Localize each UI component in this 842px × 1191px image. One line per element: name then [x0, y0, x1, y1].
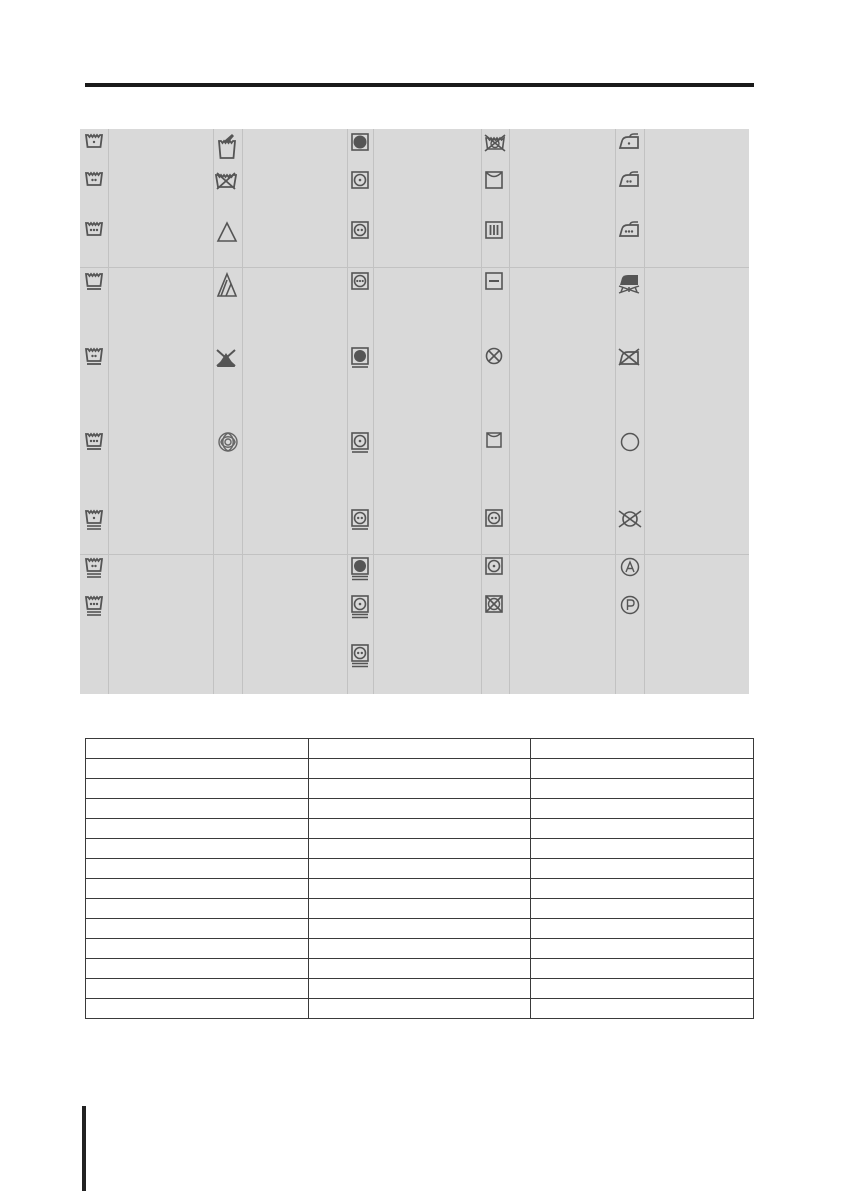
laundry-symbols-panel — [80, 129, 749, 694]
table-row — [86, 819, 754, 839]
table-cell — [86, 959, 309, 979]
table-cell — [86, 759, 309, 779]
table-cell — [308, 919, 531, 939]
table-cell — [531, 939, 754, 959]
table-cell — [531, 799, 754, 819]
column-divider — [644, 129, 645, 694]
table-cell — [308, 879, 531, 899]
tumble-dry-normal-gentle-icon — [351, 509, 369, 531]
dry-clean-a-icon — [620, 557, 640, 577]
table-cell — [308, 899, 531, 919]
wash-60-gentle-icon — [85, 432, 103, 452]
column-divider — [108, 129, 109, 694]
iron-medium-icon — [618, 171, 640, 189]
do-not-dry-clean-icon — [617, 509, 643, 529]
wash-40-icon — [85, 171, 103, 187]
drip-dry-icon — [485, 221, 503, 239]
column-divider — [481, 129, 482, 694]
table-row — [86, 799, 754, 819]
do-not-tumble-dry-icon — [483, 133, 507, 153]
table-row — [86, 939, 754, 959]
table-cell — [531, 959, 754, 979]
do-not-iron-icon — [617, 347, 641, 367]
do-not-dry-clean-dry-icon — [485, 347, 503, 365]
table-row — [86, 759, 754, 779]
wash-50-icon — [85, 221, 103, 237]
table-cell — [531, 759, 754, 779]
table-cell — [531, 979, 754, 999]
table-cell — [86, 819, 309, 839]
table-cell — [86, 939, 309, 959]
table-row — [86, 739, 754, 759]
table-cell — [86, 879, 309, 899]
tumble-dry-low-gentle-icon — [351, 432, 369, 454]
table-row — [86, 779, 754, 799]
wash-40-gentle-icon — [85, 347, 103, 367]
do-not-dry-icon — [485, 595, 503, 613]
wool-mark-icon — [217, 431, 239, 453]
column-divider — [615, 129, 616, 694]
table-cell — [531, 839, 754, 859]
table-row — [86, 999, 754, 1019]
table-cell — [308, 939, 531, 959]
column-divider — [347, 129, 348, 694]
page-edge-bar — [82, 1106, 86, 1191]
dryer-normal-icon — [485, 509, 503, 527]
tumble-dry-very-gentle-icon — [351, 557, 369, 581]
oxygen-bleach-icon — [216, 272, 238, 298]
header-rule — [85, 83, 754, 87]
tumble-dry-low-icon — [351, 171, 369, 189]
wash-60-very-gentle-icon — [85, 595, 103, 617]
table-cell — [531, 819, 754, 839]
dryer-low-icon — [485, 557, 503, 575]
tumble-dry-icon — [351, 133, 369, 151]
do-not-steam-icon — [617, 272, 641, 294]
tumble-dry-high-icon — [351, 272, 369, 290]
table-cell — [308, 799, 531, 819]
column-divider — [373, 129, 374, 694]
table-cell — [308, 859, 531, 879]
column-divider — [509, 129, 510, 694]
table-row — [86, 839, 754, 859]
table-cell — [86, 919, 309, 939]
table-cell — [308, 839, 531, 859]
table-cell — [308, 739, 531, 759]
table-row — [86, 959, 754, 979]
wash-30-icon — [85, 133, 103, 149]
wash-40-very-gentle-icon — [85, 557, 103, 579]
dry-clean-p-icon — [620, 595, 640, 615]
do-not-wash-icon — [215, 171, 237, 191]
table-cell — [308, 999, 531, 1019]
care-table-body — [86, 739, 754, 1019]
table-cell — [86, 839, 309, 859]
iron-high-icon — [618, 221, 640, 239]
table-cell — [531, 999, 754, 1019]
iron-low-icon — [618, 133, 640, 151]
table-cell — [86, 859, 309, 879]
table-cell — [531, 779, 754, 799]
column-divider — [213, 129, 214, 694]
table-cell — [86, 779, 309, 799]
bleach-allowed-icon — [216, 221, 238, 243]
tumble-dry-normal-icon — [351, 221, 369, 239]
hang-dry-icon — [486, 432, 502, 448]
table-cell — [308, 979, 531, 999]
row-divider — [80, 554, 749, 555]
table-row — [86, 979, 754, 999]
tumble-dry-gentle-icon — [351, 347, 369, 369]
table-cell — [86, 999, 309, 1019]
table-cell — [531, 919, 754, 939]
table-cell — [308, 819, 531, 839]
hand-wash-icon — [217, 132, 237, 160]
table-cell — [86, 739, 309, 759]
tumble-dry-low-very-gentle-icon — [351, 595, 369, 619]
table-cell — [86, 899, 309, 919]
table-cell — [531, 879, 754, 899]
table-cell — [531, 859, 754, 879]
table-row — [86, 859, 754, 879]
table-cell — [531, 739, 754, 759]
dry-flat-icon — [485, 272, 503, 290]
table-cell — [531, 899, 754, 919]
wash-95-icon — [85, 272, 103, 292]
table-cell — [86, 799, 309, 819]
do-not-bleach-icon — [214, 347, 238, 369]
row-divider — [80, 267, 749, 268]
table-cell — [86, 979, 309, 999]
table-row — [86, 879, 754, 899]
table-row — [86, 919, 754, 939]
table-row — [86, 899, 754, 919]
table-cell — [308, 959, 531, 979]
table-cell — [308, 759, 531, 779]
column-divider — [242, 129, 243, 694]
care-table — [85, 738, 754, 1019]
wash-30-very-gentle-icon — [85, 509, 103, 531]
dry-clean-icon — [620, 432, 640, 452]
tumble-dry-normal-very-gentle-icon — [351, 644, 369, 668]
line-dry-icon — [485, 171, 503, 189]
table-cell — [308, 779, 531, 799]
